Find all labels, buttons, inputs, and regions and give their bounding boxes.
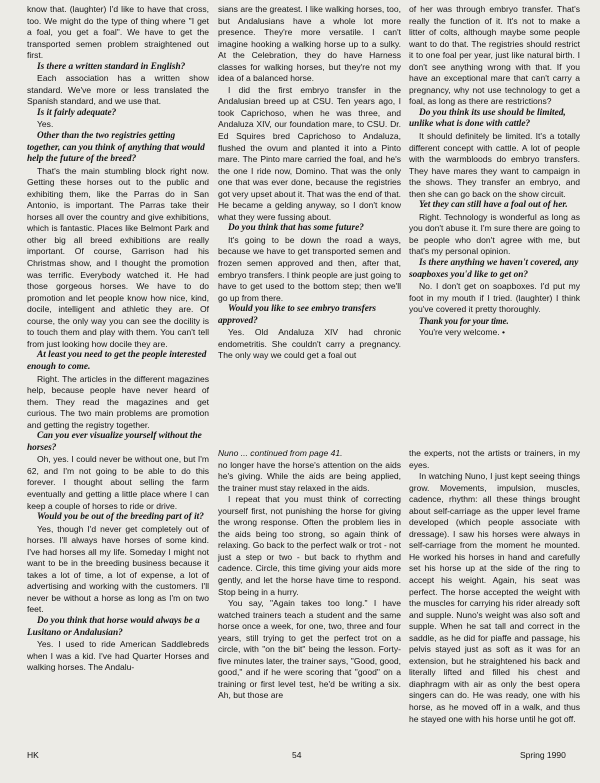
column-3-interview — [409, 4, 580, 339]
interview-question: Can you ever visualize yourself without the horses? — [27, 431, 202, 453]
interview-question: Is there a written standard in English? — [37, 61, 186, 72]
paragraph: That's the main stumbling block right now. Getting these horses out to the public and exhibiting them, like the Parras do in San Antonio, is important. The Parras take their horses all over the country and give exhibitions, which is fantastic. Places like Belmont Park and other big all breed exhibitions are really important. Of course, Garrison had his Christmas show, and I thought the promotion was terrific. Everybody watched it. He had those gorgeous horses. We have to do promotion and let people know how nice, kind, docile, intelligent and athletic they are. Of course, the only way you can see the docility is to touch them and play with them. You can't tell from just looking how docile they are. — [27, 165, 209, 349]
paragraph: sians are the greatest. I like walking horses, too, but Andalusians have a whole lot more presence. They're more versatile. I can't imagine hooking a walking horse up to a sulky. At the Celebration, they do have Harness classes for walking horses, but they're not my idea of a balanced horse. — [218, 4, 401, 84]
footer-page-number: 54 — [292, 750, 302, 760]
interview-question: Other than the two registries getting together, can you think of anything that would help the future of the breed? — [27, 131, 205, 165]
interview-question: Do you think its use should be limited, unlike what is done with cattle? — [409, 107, 566, 130]
paragraph: Yes. — [37, 119, 54, 130]
interview-question: Would you like to see embryo transfers approved? — [218, 304, 377, 326]
interview-question: At least you need to get the people interested enough to come. — [27, 350, 207, 372]
column-1-interview — [27, 4, 209, 674]
paragraph: know that. (laughter) I'd like to have that cross, too. We might do the type of thing where "I get a foal, you get a foal". We have to get the transported semen problem straightened out first. — [27, 4, 209, 61]
paragraph: no longer have the horse's attention on the aids he's giving. While the aids are being applied, the trainer must stay relaxed in the aids. — [218, 459, 401, 493]
column-2-nuno-continued — [218, 448, 401, 702]
interview-question: Is it fairly adequate? — [37, 107, 117, 118]
paragraph: Right. Technology is wonderful as long as you don't abuse it. I'm sure there are going to be people who don't agree with me, but that's my personal opinion. — [409, 211, 580, 257]
paragraph: the experts, not the artists or trainers, in my eyes. — [409, 448, 580, 470]
continuation-note: Nuno ... continued from page 41. — [218, 448, 343, 458]
paragraph: Yes, though I'd never get completely out of horses. I'll always have horses of some kind. I've had horses all my life. Someday I might not want to be in the breeding business because it takes a lot of time, a lot of expense, a lot of advertising and working with the customers. I'll never be without a horse as long as I'm on two feet. — [27, 523, 209, 615]
paragraph: Each association has a written show standard. We've more or less translated the Spanish standard, and we use that. — [27, 73, 209, 107]
footer-issue-date: Spring 1990 — [520, 750, 566, 760]
interview-question: Is there anything we haven't covered, any soapboxes you'd like to get on? — [409, 258, 579, 280]
interview-question: Would you be out of the breeding part of it? — [37, 512, 204, 523]
paragraph: It should definitely be limited. It's a totally different concept with cattle. A lot of people with the warmbloods do embryo transfers. They have mares they want to campaign in the shows. They transfer an embryo, and then she can go back on the show circuit. — [409, 131, 580, 199]
paragraph: Right. The articles in the different magazines help, because people have never heard of them. They read the magazines and get curious. The two main problems are promotion and getting the registry together. — [27, 373, 209, 430]
paragraph: It's going to be down the road a ways, because we have to get transported semen and frozen semen approved and then, after that, embryo transfers. I think people are just going to have to get used to the bottom step; then we'll go up from there. — [218, 234, 401, 303]
column-2-interview — [218, 4, 401, 362]
paragraph: No. I don't get on soapboxes. I'd put my foot in my mouth if I tried. (laughter) I think you've covered it pretty thoroughly. — [409, 281, 580, 315]
paragraph: You say, "Again takes too long." I have watched trainers teach a student and the same horse once a week, for one, two, three and four years, still trying to get the perfect trot on a circle, with "on the bit" being the lesson. Forty-five minutes later, the trainer says, "Good, good, good," and if he were scoring that "good" on a training or first level test, he'd be writing a six. Ah, but those are — [218, 598, 401, 701]
paragraph: Oh, yes. I could never be without one, but I'm 62, and I'm not going to be able to do this forever. I thought about selling the farm eventually and getting a little place where I can keep a couple of horses to ride or drive. — [27, 454, 209, 511]
interview-question: Do you think that has some future? — [228, 223, 364, 234]
interview-question: Thank you for your time. — [419, 315, 509, 326]
paragraph: You're very welcome. • — [419, 327, 506, 338]
paragraph: I repeat that you must think of correcting yourself first, not punishing the horse for giving the wrong response. Often the problem lies in the aids being too strong, so again think of relaxing. Go back to the perfect walk or trot - not just a step or two - but back to rhythm and cadence. Circle, this time giving your aids more gently, and let the horse have time to respond. Stop being in a hurry. — [218, 494, 401, 597]
paragraph: I did the first embryo transfer in the Andalusian breed up at CSU. Ten years ago, I took Caprichoso, when he was three, and Andaluza XIV, our foundation mare, to CSU. Dr. Ed Squires bred Caprichoso to Andaluza, flushed the ovum and planted it into a Pinto mare. The Pinto mare carried the foal, and he's the one I ride now, Domino. That was the only one that was ever done, because the registries got very upset about it. That was the end of that. He became a gelding anyway, so I don't know what they were fussing about. — [218, 84, 401, 222]
interview-question: Do you think that horse would always be a Lusitano or Andalusian? — [27, 615, 200, 638]
paragraph: of her was through embryo transfer. That's really the function of it. It's not to make a litter of colts, although maybe some people want to do that. The registries should restrict it to one foal per year, just like natural birth. I don't see anything wrong with that. If you have an exceptional mare that can't carry a pregnancy, why not use technology to get a foal, as long as there are restrictions? — [409, 4, 580, 107]
interview-question: Yet they can still have a foal out of her. — [419, 200, 568, 211]
paragraph: Yes. Old Andaluza XIV had chronic endometritis. She couldn't carry a pregnancy. The only way we could get a foal out — [218, 327, 401, 361]
column-3-nuno-continued — [409, 448, 580, 725]
paragraph: In watching Nuno, I just kept seeing things grow. Movements, impulsion, muscles, cadence, rhythm: all these things brought about self-carriage as the upper level frame developed (which people associate with dressage). I saw his horses were always in self-carriage from the moment he mounted. He worked his horses in hand and carefully set his horse up at the side of the ring to accept his weight. Again, his seat was perfect. The horse accepted the weight with the muscles for carrying his rider already soft and supple. Nuno's weight was also soft and supple. When he sat tall and correct in the saddle, as he did for piaffe and passage, his pelvis stayed just as soft as it was for an extension, but he straightened his back and literally lifted and filled his chest and diaphragm with air as only the best opera singers can do. He was ready, one with his horse, as he moved off in a walk, and thus he stayed one with his horse until he got off. — [409, 471, 580, 724]
footer-magazine-initials: HK — [27, 750, 39, 760]
paragraph: Yes. I used to ride American Saddlebreds when I was a kid. I've had Quarter Horses and walking horses. The Andalu- — [27, 639, 209, 673]
